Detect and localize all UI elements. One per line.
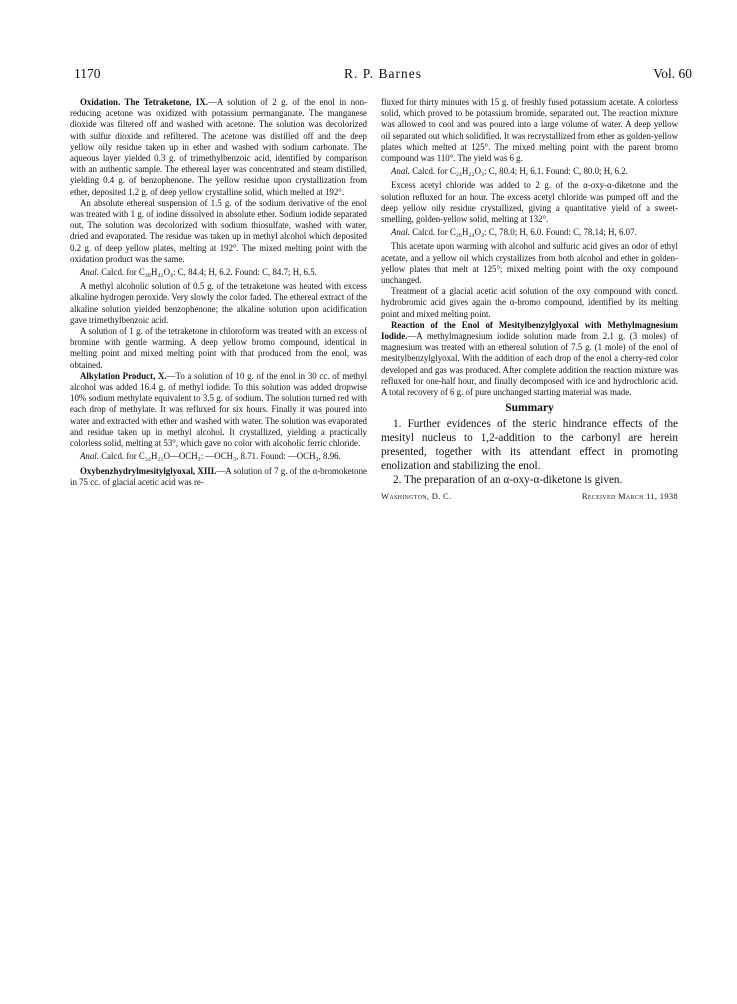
left-column [70, 97, 367, 488]
anal-text: Calcd. for C₄₈H₄₂O₄: C, 84.4; H, 6.2. Found: C, 84.7; H, 6.5. [101, 267, 317, 278]
analysis-oxy [381, 166, 678, 177]
analysis-acetate [381, 227, 678, 238]
footer-received-date: Received March 11, 1938 [581, 491, 678, 502]
oxidation-heading: Oxidation. The Tetraketone, IX. [80, 97, 208, 107]
alkylation-heading: Alkylation Product, X. [80, 370, 167, 381]
author-name: R. P. Barnes [343, 66, 422, 81]
peroxide-paragraph: A methyl alcoholic solution of 0.5 g. of the tetraketone was heated with excess alkaline hydrogen peroxide. Very slowly the color faded. The ethereal extract of the alkaline solution yielded benzophenone; the alkaline solution upon acidification gave trimethylbenzoic acid. [70, 281, 367, 325]
oxybenz-paragraph [70, 466, 367, 488]
volume-label: Vol. 60 [653, 66, 692, 81]
grignard-heading: Reaction of the Enol of Mesitylbenzylglyoxal with Methylmagnesium Iodide. [381, 319, 678, 342]
oxybenz-text: —A solution of 7 g. of the α-bromoketone in 75 cc. of glacial acetic acid was re- [70, 465, 367, 487]
bromine-paragraph: A solution of 1 g. of the tetraketone in chloroform was treated with an excess of bromine with gentle warming. A deep yellow bromo compound, identical in melting point and mixed melting point with that produced from the enol, was obtained. [70, 326, 367, 370]
grignard-paragraph [381, 320, 678, 398]
article-footer [381, 491, 678, 505]
analysis-tetraketone [70, 267, 367, 278]
analysis-alkylation [70, 451, 367, 462]
acetate-paragraph: This acetate upon warming with alcohol and sulfuric acid gives an odor of ethyl acetate, and a yellow oil which crystallizes from both alcohol and ether in golden-yellow plates that melt at 125°; mixed melting point with the oxy compound unchanged. [381, 241, 678, 286]
alkylation-paragraph [70, 371, 367, 449]
anal-text: Calcd. for C₂₆H₂₄O₄: C, 78.0; H, 6.0. Found: C, 78.14; H, 6.07. [412, 227, 637, 238]
anal-text: Calcd. for C₂₄H₂₂O₃: C, 80.4; H, 6.1. Found: C, 80.0; H, 6.2. [412, 166, 628, 177]
iodine-paragraph: An absolute ethereal suspension of 1.5 g. of the sodium derivative of the enol was treated with 1 g. of iodine dissolved in absolute ether. Sodium iodide separated out. The solution was decolorized with sodium thiosulfate, washed with water, dried and evaporated. The residue was taken up in methyl alcohol which deposited 0.2 g. of deep yellow plates, melting at 192°. The mixed melting point with the oxidation product was the same. [70, 197, 367, 264]
anal-label: Anal. [391, 227, 410, 238]
anal-label: Anal. [80, 267, 99, 278]
right-column [381, 97, 678, 505]
grignard-text: —A methylmagnesium iodide solution made from 2.1 g. (3 moles) of magnesium was treated with an ethereal solution of 7.5 g. (1 mole) of the enol of mesitylbenzylglyoxal. With the addition of each drop of the enol a cherry-red color developed and gas was produced. After complete addition the reaction mixture was refluxed for one-half hour, and finally decomposed with ice and hydrochloric acid. A total recovery of 6 g. of pure unchanged starting material was made. [381, 331, 678, 398]
summary-item-1: 1. Further evidences of the steric hindrance effects of the mesityl nucleus to 1,2-addition to the carbonyl are herein presented, together with its attendant effect in promoting enolization and stabilizing the enol. [381, 418, 678, 472]
running-header [74, 66, 692, 84]
hydrobromic-paragraph: Treatment of a glacial acetic acid solution of the oxy compound with concd. hydrobromic acid gives again the α-bromo compound, identified by its melting point and mixed melting point. [381, 286, 678, 319]
footer-location: Washington, D. C. [381, 491, 452, 502]
summary-heading: Summary [505, 402, 554, 415]
oxybenz-heading: Oxybenzhydrylmesitylglyoxal, XIII. [80, 465, 217, 476]
page-number: 1170 [74, 66, 101, 81]
reflux-paragraph: fluxed for thirty minutes with 15 g. of freshly fused potassium acetate. A colorless solid, which proved to be potassium bromide, separated out. The reaction mixture was allowed to cool and was poured into a large volume of water. A deep yellow oil separated out which solidified. It was recrystallized from ether as golden-yellow plates which melted at 125°. The mixed melting point with the parent bromo compound was 110°. The yield was 6 g. [381, 97, 678, 164]
oxidation-text: —A solution of 2 g. of the enol in non-reducing acetone was oxidized with potassium permanganate. The manganese dioxide was filtered off and washed with acetone. The solution was decolorized with sulfur dioxide and refiltered. The acetone was distilled off and the deep yellow oily residue taken up in ether and washed with sodium carbonate. The aqueous layer yielded 0.3 g. of trimethylbenzoic acid, identified by comparison with an authentic sample. The ethereal layer was concentrated and steam distilled, yielding 0.4 g. of benzophenone. The yellow residue upon crystallization from ether, deposited 1.2 g. of deep yellow crystalline solid, which melted at 192°. [70, 97, 367, 197]
alkylation-text: —To a solution of 10 g. of the enol in 30 cc. of methyl alcohol was added 16.4 g. of methyl iodide. To this solution was added dropwise 10% sodium methylate equivalent to 3.5 g. of sodium. The solution turned red with each drop of methylate. It was refluxed for six hours. Finally it was poured into water and extracted with ether and washed with water. The solution was evaporated and residue taken up in methyl alcohol. It crystallized, yielding a practically colorless solid, melting at 53°, which gave no color with alcoholic ferric chloride. [70, 370, 367, 449]
anal-label: Anal. [391, 166, 410, 177]
anal-label: Anal. [80, 451, 99, 462]
anal-text: Calcd. for C₂₄H₂₁O—OCH₃: —OCH₃, 8.71. Found: —OCH₃, 8.96. [101, 451, 341, 462]
summary-item-2: 2. The preparation of an α-oxy-α-diketone is given. [393, 473, 623, 486]
oxidation-paragraph [70, 97, 367, 198]
acetyl-paragraph: Excess acetyl chloride was added to 2 g. of the α-oxy-α-diketone and the solution refluxed for an hour. The excess acetyl chloride was pumped off and the deep yellow oily residue crystallized, giving a quantitative yield of a sweet-smelling, golden-yellow solid, melting at 132°. [381, 180, 678, 225]
